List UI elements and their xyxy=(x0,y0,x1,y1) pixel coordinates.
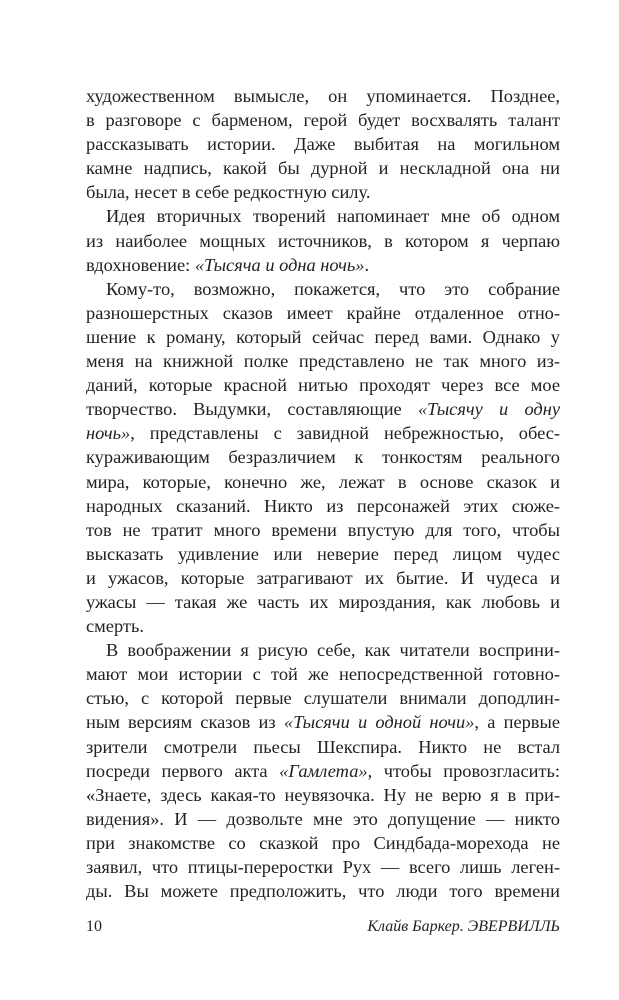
text-line: смерть. xyxy=(86,616,144,637)
text-line: творчество. Выдумки, составляющие «Тысячу и одну xyxy=(86,399,560,420)
text-line: шение к роману, который сейчас перед вами. Однако у xyxy=(86,326,560,347)
text-line: высказать удивление или неверие перед лицом чудес xyxy=(86,543,560,564)
text-line: художественном вымысле, он упоминается. Позднее, xyxy=(86,86,560,106)
text-line: посреди первого акта «Гамлета», чтобы провозгласить: xyxy=(86,760,560,781)
paragraph xyxy=(86,277,560,638)
text-line: народных сказаний. Никто из персонажей этих сюже- xyxy=(86,495,560,516)
text-line: «Знаете, здесь какая-то неувязочка. Ну не верю я в при- xyxy=(86,784,560,805)
text-line: даний, которые красной нитью проходят через все мое xyxy=(86,375,560,396)
page-number: 10 xyxy=(86,918,102,935)
text-line: ужасы — такая же часть их мироздания, как любовь и xyxy=(86,591,560,612)
paragraph xyxy=(86,638,560,903)
text-line: В воображении я рисую себе, как читатели восприни- xyxy=(106,640,560,661)
text-line: в разговоре с барменом, герой будет восхвалять талант xyxy=(86,110,560,131)
text-line: при знакомстве со сказкой про Синдбада-морехода не xyxy=(86,832,560,853)
text-line: рассказывать истории. Даже выбитая на могильном xyxy=(86,134,560,155)
running-title: Клайв Баркер. ЭВЕРВИЛЛЬ xyxy=(367,918,560,935)
body-text xyxy=(86,84,560,903)
text-line: Идея вторичных творений напоминает мне об одном xyxy=(106,206,560,227)
text-line: из наиболее мощных источников, в котором я черпаю xyxy=(86,230,560,251)
text-line: и ужасов, которые затрагивают их бытие. И чудеса и xyxy=(86,567,560,588)
text-line: видения». И — дозвольте мне это допущение — никто xyxy=(86,808,560,829)
text-line: заявил, что птицы-переростки Рух — всего лишь леген- xyxy=(86,857,560,877)
text-line: тов не тратит много времени впустую для того, чтобы xyxy=(86,519,560,540)
text-line: ночь», представлены с завидной небрежностью, обес- xyxy=(86,423,560,444)
text-line: ным версиям сказов из «Тысячи и одной ночи», а первые xyxy=(86,712,561,733)
paragraph xyxy=(86,84,560,204)
text-line: разношерстных сказов имеет крайне отдаленное отно- xyxy=(86,302,560,323)
text-line: мира, которые, конечно же, лежат в основе сказок и xyxy=(86,471,560,492)
text-line: ды. Вы можете предположить, что люди того времени xyxy=(86,881,560,902)
text-line: зрители смотрели пьесы Шекспира. Никто не встал xyxy=(86,736,560,757)
text-line: была, несет в себе редкостную силу. xyxy=(86,182,371,203)
text-line: стью, с которой первые слушатели внимали доподлин- xyxy=(86,688,560,709)
text-line: камне надпись, какой бы дурной и нескладной она ни xyxy=(86,158,560,179)
text-line: мают мои истории с той же непосредственной готовно- xyxy=(86,664,560,685)
text-line: меня на книжной полке представлено не так много из- xyxy=(86,351,560,372)
text-line: вдохновение: «Тысяча и одна ночь». xyxy=(86,254,370,275)
paragraph xyxy=(86,204,560,276)
text-line: Кому-то, возможно, покажется, что это собрание xyxy=(106,278,560,299)
text-line: кураживающим безразличием к тонкостям реального xyxy=(86,447,560,468)
